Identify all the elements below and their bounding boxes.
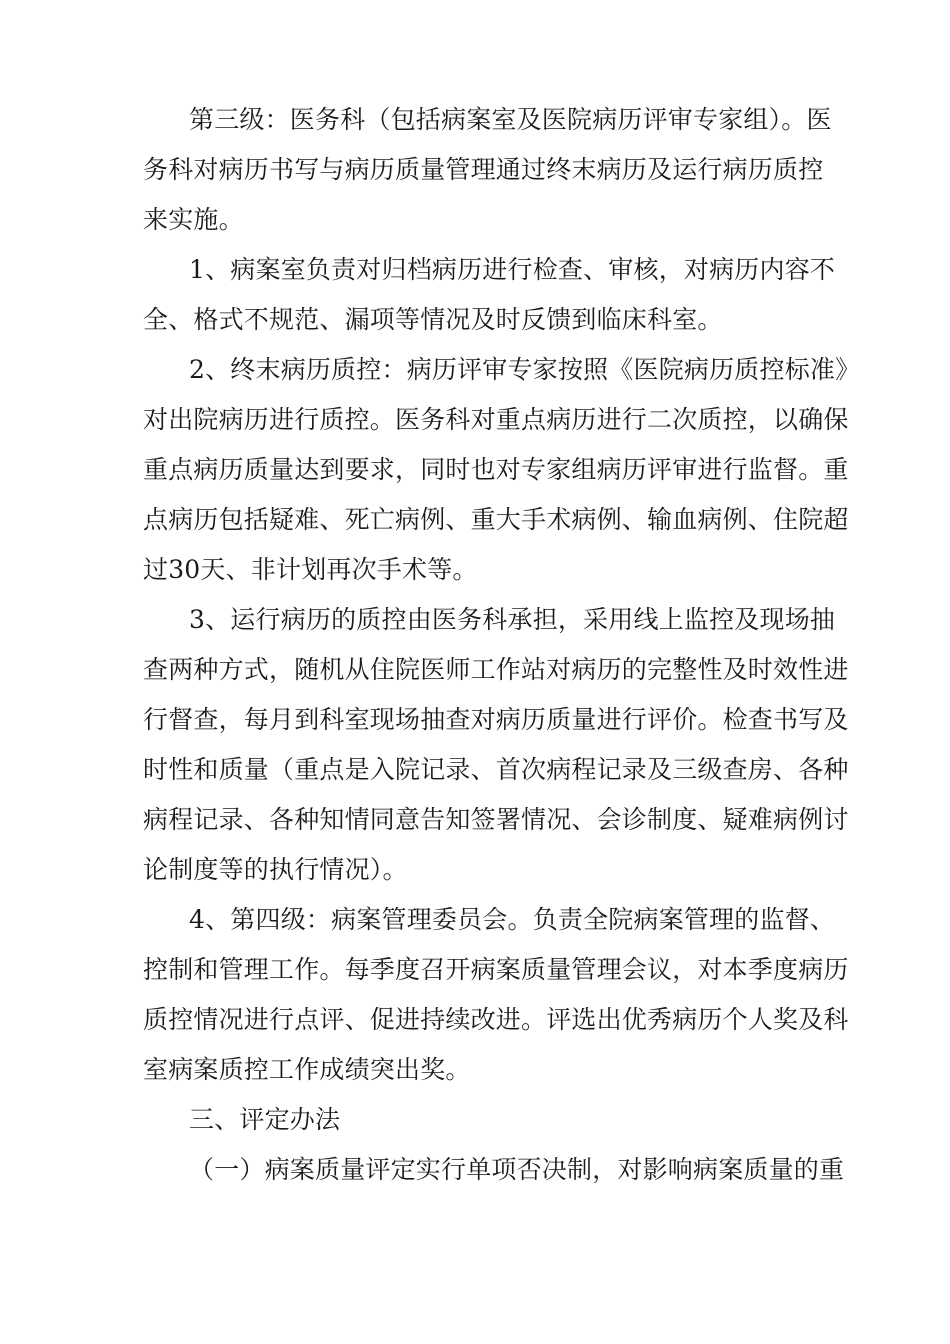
text-line: 病程记录、各种知情同意告知签署情况、会诊制度、疑难病例讨 xyxy=(143,805,849,834)
text-line: 重点病历质量达到要求，同时也对专家组病历评审进行监督。重 xyxy=(143,455,849,484)
text-line: 对出院病历进行质控。医务科对重点病历进行二次质控，以确保 xyxy=(143,405,849,434)
text-line: 2、终末病历质控：病历评审专家按照《医院病历质控标准》 xyxy=(189,355,861,384)
text-line: 过30天、非计划再次手术等。 xyxy=(143,555,478,584)
text-line: 第三级：医务科（包括病案室及医院病历评审专家组）。医 xyxy=(189,105,832,134)
text-line: 查两种方式，随机从住院医师工作站对病历的完整性及时效性进 xyxy=(143,655,849,684)
text-line: 1、病案室负责对归档病历进行检查、审核，对病历内容不 xyxy=(189,255,836,284)
text-line: 务科对病历书写与病历质量管理通过终末病历及运行病历质控 xyxy=(143,155,824,184)
text-line: 全、格式不规范、漏项等情况及时反馈到临床科室。 xyxy=(143,305,723,334)
text-line: 3、运行病历的质控由医务科承担，采用线上监控及现场抽 xyxy=(189,605,836,634)
text-line: 点病历包括疑难、死亡病例、重大手术病例、输血病例、住院超 xyxy=(143,505,849,534)
text-line: 时性和质量（重点是入院记录、首次病程记录及三级查房、各种 xyxy=(143,755,849,784)
text-line: 室病案质控工作成绩突出奖。 xyxy=(143,1055,471,1084)
text-line: 来实施。 xyxy=(143,205,244,234)
text-line: 质控情况进行点评、促进持续改进。评选出优秀病历个人奖及科 xyxy=(143,1005,849,1034)
section-heading: 三、评定办法 xyxy=(189,1105,341,1134)
text-line: 论制度等的执行情况）。 xyxy=(143,855,408,884)
text-line: （一）病案质量评定实行单项否决制，对影响病案质量的重 xyxy=(189,1155,845,1184)
text-line: 4、第四级：病案管理委员会。负责全院病案管理的监督、 xyxy=(189,905,836,934)
text-line: 行督查，每月到科室现场抽查对病历质量进行评价。检查书写及 xyxy=(143,705,849,734)
text-line: 控制和管理工作。每季度召开病案质量管理会议，对本季度病历 xyxy=(143,955,849,984)
